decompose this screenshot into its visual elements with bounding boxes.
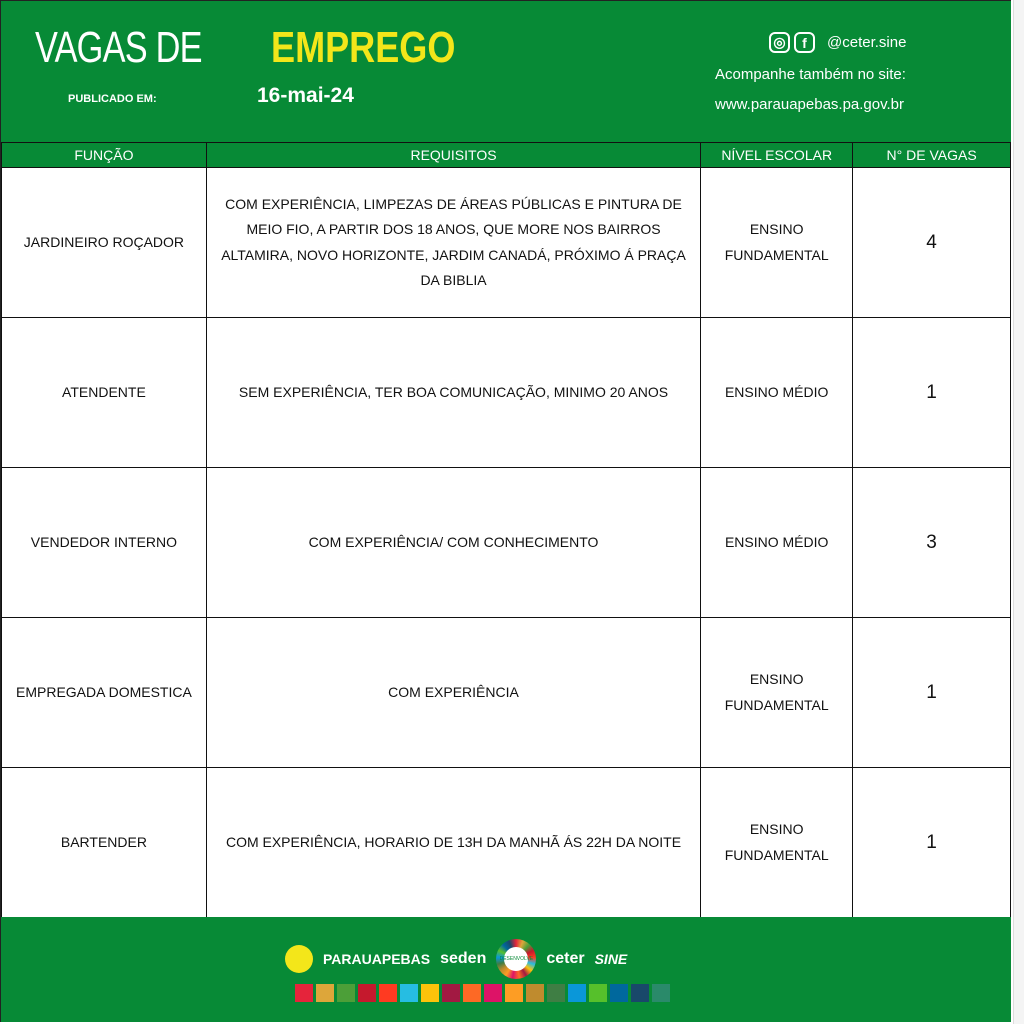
sdg-goal-icon	[316, 984, 334, 1002]
table-row	[2, 618, 1011, 768]
sdg-goal-icon	[442, 984, 460, 1002]
col-funcao: FUNÇÃO	[2, 143, 207, 168]
cell-funcao: JARDINEIRO ROÇADOR	[2, 168, 207, 318]
sdg-goal-icon	[484, 984, 502, 1002]
cell-vagas: 1	[853, 768, 1011, 918]
logo-seden: seden	[440, 950, 487, 967]
cell-vagas: 1	[853, 318, 1011, 468]
logo-sine: SINE	[594, 951, 628, 967]
sdg-goal-icon	[463, 984, 481, 1002]
sdg-goal-icon	[295, 984, 313, 1002]
partner-logos	[285, 939, 627, 979]
table-row	[2, 468, 1011, 618]
cell-requisitos: COM EXPERIÊNCIA, LIMPEZAS DE ÁREAS PÚBLICAS E PINTURA DE MEIO FIO, A PARTIR DOS 18 ANOS, QUE MORE NOS BAIRROS ALTAMIRA, NOVO HORIZONTE, JARDIM CANADÁ, PRÓXIMO Á PRAÇA DA BIBLIA	[206, 168, 700, 318]
cell-requisitos: SEM EXPERIÊNCIA, TER BOA COMUNICAÇÃO, MINIMO 20 ANOS	[206, 318, 700, 468]
scrollbar[interactable]	[1013, 0, 1024, 1024]
table-row	[2, 168, 1011, 318]
sdg-goal-icon	[505, 984, 523, 1002]
sdg-goal-icon	[358, 984, 376, 1002]
table-row	[2, 318, 1011, 468]
instagram-icon: ◎	[769, 32, 790, 53]
col-nivel: NÍVEL ESCOLAR	[701, 143, 853, 168]
sdg-goal-icon	[568, 984, 586, 1002]
logo-ceter: ceter	[546, 950, 585, 967]
site-label: Acompanhe também no site:	[715, 66, 906, 83]
sdg-goal-icon	[337, 984, 355, 1002]
facebook-icon: f	[794, 32, 815, 53]
cell-nivel: ENSINO FUNDAMENTAL	[701, 168, 853, 318]
cell-nivel: ENSINO FUNDAMENTAL	[701, 618, 853, 768]
sdg-goal-icon	[589, 984, 607, 1002]
sdg-goal-icon	[379, 984, 397, 1002]
logo-parauapebas: PARAUAPEBAS	[323, 951, 431, 967]
sdg-goal-icon	[400, 984, 418, 1002]
cell-funcao: ATENDENTE	[2, 318, 207, 468]
cell-vagas: 1	[853, 618, 1011, 768]
cell-nivel: ENSINO MÉDIO	[701, 318, 853, 468]
title-left: VAGAS DE	[35, 23, 202, 72]
cell-vagas: 3	[853, 468, 1011, 618]
social	[769, 32, 906, 53]
cell-funcao: VENDEDOR INTERNO	[2, 468, 207, 618]
site-url: www.parauapebas.pa.gov.br	[715, 96, 905, 113]
jobs-table	[1, 142, 1011, 918]
header	[1, 1, 1011, 142]
sdg-goal-icon	[547, 984, 565, 1002]
sdg-goal-icon	[631, 984, 649, 1002]
table-row	[2, 768, 1011, 918]
published-label: PUBLICADO EM:	[68, 93, 157, 105]
sdg-goal-icon	[526, 984, 544, 1002]
logo-desenvolve: DESENVOLVE	[496, 939, 536, 979]
footer	[1, 917, 1011, 1022]
cell-funcao: BARTENDER	[2, 768, 207, 918]
cell-requisitos: COM EXPERIÊNCIA, HORARIO DE 13H DA MANHÃ ÁS 22H DA NOITE	[206, 768, 700, 918]
title-right: EMPREGO	[271, 23, 456, 72]
sdg-goal-icon	[421, 984, 439, 1002]
parauapebas-emblem-icon	[285, 945, 313, 973]
published-date: 16-mai-24	[257, 84, 354, 107]
cell-requisitos: COM EXPERIÊNCIA/ COM CONHECIMENTO	[206, 468, 700, 618]
sdg-goal-icon	[652, 984, 670, 1002]
sdg-goal-icon	[610, 984, 628, 1002]
cell-funcao: EMPREGADA DOMESTICA	[2, 618, 207, 768]
cell-nivel: ENSINO MÉDIO	[701, 468, 853, 618]
cell-requisitos: COM EXPERIÊNCIA	[206, 618, 700, 768]
social-handle: @ceter.sine	[827, 34, 907, 51]
col-vagas: N° DE VAGAS	[853, 143, 1011, 168]
col-requisitos: REQUISITOS	[206, 143, 700, 168]
sdg-icons	[295, 984, 670, 1002]
cell-vagas: 4	[853, 168, 1011, 318]
cell-nivel: ENSINO FUNDAMENTAL	[701, 768, 853, 918]
